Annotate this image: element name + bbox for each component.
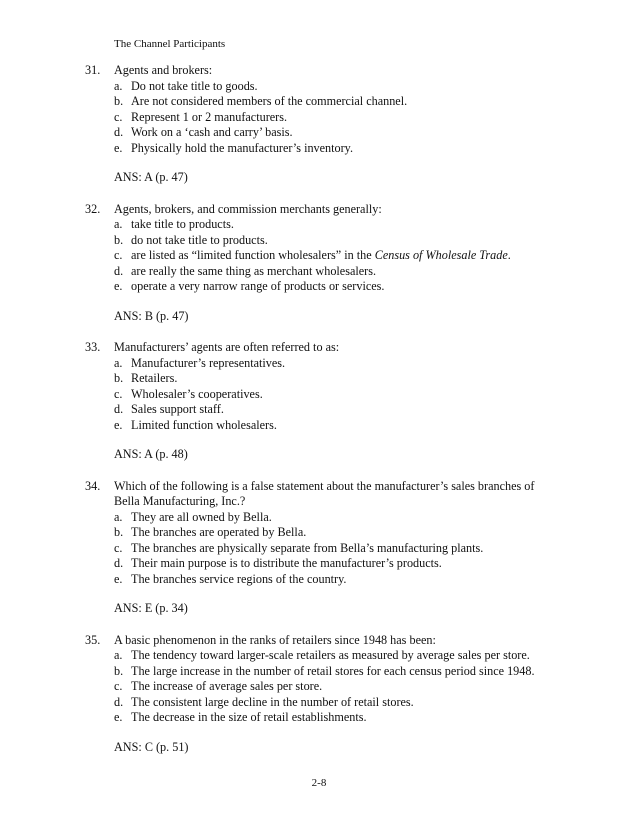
option-letter: e. [114, 279, 123, 293]
question-35 [85, 633, 615, 756]
option-text-end: . [507, 248, 511, 262]
option-text: Represent 1 or 2 manufacturers. [131, 109, 288, 124]
option-text: The decrease in the size of retail establishments. [131, 710, 367, 724]
question-stem: Agents and brokers: [114, 63, 213, 77]
question-number: 33. [85, 340, 101, 354]
option-letter: c. [114, 540, 123, 555]
option-a [85, 356, 615, 372]
option-letter: a. [114, 509, 123, 524]
option-d [85, 125, 615, 141]
option-text: The branches service regions of the country. [131, 571, 347, 586]
option-text: The branches are physically separate from Bella’s manufacturing plants. [131, 540, 484, 555]
option-letter: d. [114, 556, 124, 570]
option-letter: b. [114, 94, 124, 108]
option-text: The increase of average sales per store. [131, 679, 323, 693]
option-c [85, 248, 615, 264]
question-stem: Which of the following is a false statement about the manufacturer’s sales branches of [114, 478, 535, 493]
option-a [85, 648, 615, 664]
option-d [85, 695, 615, 711]
option-b [85, 664, 615, 680]
option-b [85, 94, 615, 110]
option-c [85, 541, 615, 557]
option-text: The branches are operated by Bella. [131, 525, 307, 539]
option-letter: d. [114, 402, 124, 416]
option-e [85, 141, 615, 157]
option-letter: c. [114, 679, 123, 693]
option-text: are really the same thing as merchant wholesalers. [131, 263, 377, 278]
option-letter: a. [114, 217, 123, 231]
option-text: Their main purpose is to distribute the manufacturer’s products. [131, 556, 442, 570]
option-d [85, 556, 615, 572]
option-e [85, 418, 615, 434]
option-letter: d. [114, 694, 124, 709]
option-text: Sales support staff. [131, 402, 224, 416]
option-text: Do not take title to goods. [131, 78, 258, 93]
option-text: Physically hold the manufacturer’s inventory. [131, 140, 354, 155]
option-letter: d. [114, 263, 124, 278]
option-text: do not take title to products. [131, 232, 268, 247]
answer-key: ANS: A (p. 48) [114, 447, 188, 461]
question-stem: Manufacturers’ agents are often referred to as: [114, 340, 340, 354]
answer-key: ANS: A (p. 47) [114, 170, 188, 184]
option-c [85, 387, 615, 403]
running-header: The Channel Participants [114, 38, 226, 50]
option-letter: c. [114, 386, 123, 401]
option-e [85, 710, 615, 726]
option-letter: b. [114, 371, 124, 385]
question-number: 31. [85, 63, 101, 77]
option-letter: e. [114, 571, 123, 586]
option-text: are listed as “limited function wholesalers” in the [131, 248, 375, 262]
option-text: Work on a ‘cash and carry’ basis. [131, 125, 293, 139]
option-letter: a. [114, 78, 123, 93]
option-text: The consistent large decline in the number of retail stores. [131, 694, 414, 709]
option-a [85, 79, 615, 95]
option-letter: c. [114, 109, 123, 124]
question-stem: A basic phenomenon in the ranks of retailers since 1948 has been: [114, 632, 436, 647]
option-a [85, 217, 615, 233]
option-c [85, 679, 615, 695]
option-b [85, 233, 615, 249]
option-text: Limited function wholesalers. [131, 417, 277, 432]
question-31 [85, 63, 615, 186]
option-letter: b. [114, 232, 124, 247]
option-letter: c. [114, 248, 123, 262]
question-number: 34. [85, 478, 101, 493]
option-letter: e. [114, 417, 123, 432]
option-letter: a. [114, 648, 123, 662]
option-letter: e. [114, 710, 123, 724]
option-letter: d. [114, 125, 124, 139]
option-letter: a. [114, 355, 123, 370]
option-text: take title to products. [131, 217, 234, 231]
question-32 [85, 202, 615, 325]
option-b [85, 525, 615, 541]
option-letter: b. [114, 525, 124, 539]
option-a [85, 510, 615, 526]
option-text: Wholesaler’s cooperatives. [131, 386, 263, 401]
question-stem-continued: Bella Manufacturing, Inc.? [114, 494, 246, 508]
page-number: 2-8 [311, 777, 327, 789]
answer-key: ANS: C (p. 51) [114, 739, 189, 754]
option-e [85, 572, 615, 588]
answer-key: ANS: E (p. 34) [114, 601, 188, 615]
option-text: The large increase in the number of retail stores for each census period since 1948. [131, 663, 535, 678]
question-number: 35. [85, 632, 101, 647]
option-text: They are all owned by Bella. [131, 509, 272, 524]
question-number: 32. [85, 201, 101, 216]
option-text: Retailers. [131, 371, 178, 385]
question-34 [85, 479, 615, 617]
answer-key: ANS: B (p. 47) [114, 308, 189, 323]
question-stem: Agents, brokers, and commission merchants generally: [114, 201, 382, 216]
option-d [85, 264, 615, 280]
option-c [85, 110, 615, 126]
option-text: Are not considered members of the commercial channel. [131, 94, 408, 108]
option-text: operate a very narrow range of products or services. [131, 279, 385, 293]
option-e [85, 279, 615, 295]
option-text: Manufacturer’s representatives. [131, 355, 286, 370]
option-letter: e. [114, 140, 123, 155]
option-d [85, 402, 615, 418]
question-list [85, 63, 615, 771]
option-letter: b. [114, 663, 124, 678]
publication-title: Census of Wholesale Trade [374, 248, 508, 262]
option-text: The tendency toward larger-scale retailers as measured by average sales per store. [131, 648, 530, 662]
option-b [85, 371, 615, 387]
question-33 [85, 340, 615, 463]
